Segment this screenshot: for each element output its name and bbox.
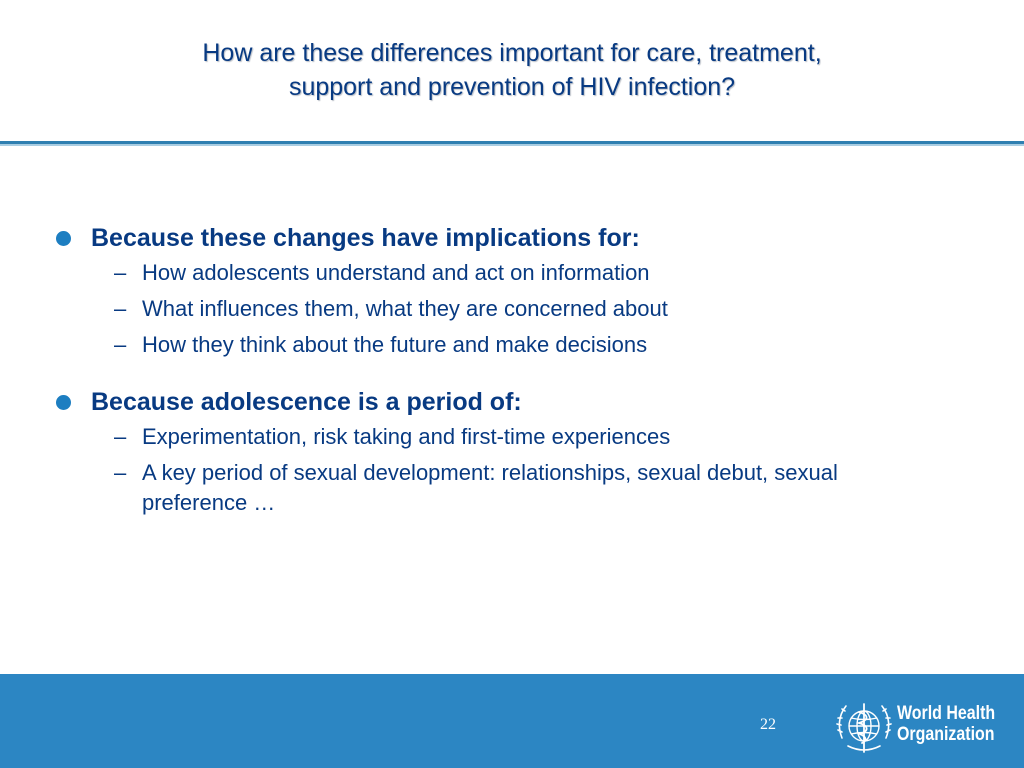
dash-marker: – (114, 460, 127, 485)
list-item-text: A key period of sexual development: relationships, sexual debut, sexual preference … (142, 460, 838, 515)
sub-list (0, 422, 1024, 518)
list-item (0, 422, 1024, 452)
list-item-text: How they think about the future and make decisions (142, 332, 648, 357)
who-logo (834, 698, 1014, 758)
slide-body (0, 222, 1024, 524)
title-divider-shadow (0, 144, 1024, 146)
title-line-1: How are these differences important for care, treatment, (202, 39, 822, 67)
list-item (0, 294, 1024, 324)
footer-bar (0, 674, 1024, 768)
logo-text-line-2: Organization (897, 724, 995, 745)
bullet-1 (0, 222, 1024, 360)
list-item-text: Experimentation, risk taking and first-time experiences (142, 424, 671, 449)
bullet-label: Because adolescence is a period of: (91, 388, 522, 416)
logo-text-line-1: World Health (897, 703, 996, 724)
bullet-dot-icon (56, 231, 71, 246)
dash-marker: – (114, 260, 127, 285)
list-item (0, 258, 1024, 288)
bullet-2 (0, 386, 1024, 518)
list-item-text: How adolescents understand and act on information (142, 260, 650, 285)
dash-marker: – (114, 332, 127, 357)
sub-list (0, 258, 1024, 360)
who-emblem-icon (834, 698, 894, 758)
dash-marker: – (114, 296, 127, 321)
list-item-text: What influences them, what they are concerned about (142, 296, 668, 321)
page-number: 22 (760, 716, 776, 733)
who-wordmark (897, 703, 995, 745)
dash-marker: – (114, 424, 127, 449)
slide-title (0, 36, 1024, 104)
title-line-2: support and prevention of HIV infection? (288, 73, 736, 101)
list-item (0, 330, 1024, 360)
bullet-dot-icon (56, 395, 71, 410)
bullet-label: Because these changes have implications for: (91, 224, 640, 252)
list-item (0, 458, 1024, 518)
